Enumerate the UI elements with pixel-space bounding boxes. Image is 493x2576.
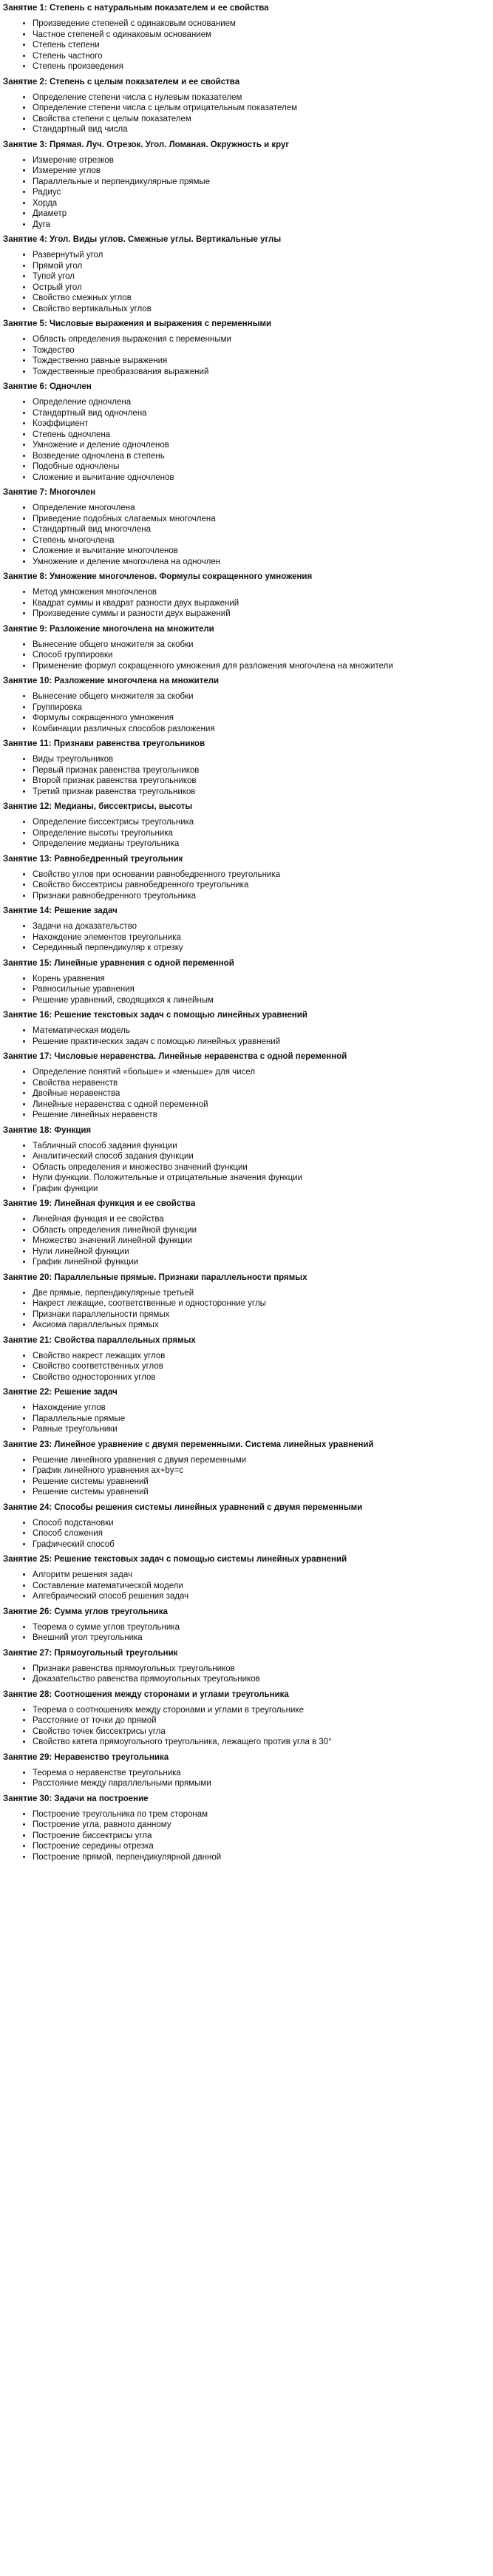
topic-item: • Произведение суммы и разности двух выражений — [33, 609, 489, 620]
lesson-section — [3, 77, 489, 135]
lesson-section — [3, 1648, 489, 1685]
topic-item: • Параллельные прямые — [33, 1414, 489, 1425]
lesson-section — [3, 1794, 489, 1863]
topic-list — [3, 1067, 489, 1121]
topic-item: • Подобные одночлены — [33, 461, 489, 472]
topic-list — [3, 1403, 489, 1435]
topic-item: • Построение угла, равного данному — [33, 1820, 489, 1831]
lesson-title: Занятие 28: Соотношения между сторонами и углами треугольника — [3, 1689, 289, 1699]
topic-item: • Возведение одночлена в степень — [33, 451, 489, 462]
lesson-section — [3, 624, 489, 672]
topic-list — [3, 334, 489, 377]
topic-item: • Первый признак равенства треугольников — [33, 765, 489, 776]
topic-item: • Свойство биссектрисы равнобедренного треугольника — [33, 880, 489, 891]
topic-item: • Графический способ — [33, 1539, 489, 1550]
topic-item: • Математическая модель — [33, 1026, 489, 1037]
topic-item: • Расстояние от точки до прямой — [33, 1715, 489, 1726]
topic-item: • Серединный перпендикуляр к отрезку — [33, 943, 489, 954]
lesson-title: Занятие 20: Параллельные прямые. Признаки параллельности прямых — [3, 1272, 307, 1282]
topic-item: • Накрест лежащие, соответственные и односторонние углы — [33, 1298, 489, 1309]
lesson-title: Занятие 13: Равнобедренный треугольник — [3, 854, 183, 864]
topic-item: • Равные треугольники — [33, 1424, 489, 1435]
topic-item: • Прямой угол — [33, 261, 489, 272]
topic-item: • Произведение степеней с одинаковым основанием — [33, 18, 489, 30]
lesson-section — [3, 801, 489, 850]
lesson-title: Занятие 23: Линейное уравнение с двумя переменными. Система линейных уравнений — [3, 1440, 374, 1449]
topic-list — [3, 92, 489, 135]
topic-item: • Область определения выражения с переменными — [33, 334, 489, 345]
lesson-section — [3, 319, 489, 377]
topic-item: • Развернутый угол — [33, 250, 489, 261]
topic-list — [3, 1664, 489, 1685]
topic-list — [3, 921, 489, 954]
topic-item: • Виды треугольников — [33, 754, 489, 765]
lesson-section — [3, 140, 489, 231]
topic-list — [3, 155, 489, 231]
topic-item: • Построение треугольника по трем сторонам — [33, 1809, 489, 1820]
lesson-title: Занятие 2: Степень с целым показателем и ее свойства — [3, 77, 240, 87]
topic-item: • Равносильные уравнения — [33, 984, 489, 995]
topic-item: • Формулы сокращенного умножения — [33, 713, 489, 724]
topic-item: • Нахождение элементов треугольника — [33, 932, 489, 943]
topic-item: • Диаметр — [33, 209, 489, 220]
topic-list — [3, 974, 489, 1006]
lesson-title: Занятие 26: Сумма углов треугольника — [3, 1607, 168, 1616]
topic-item: • Определение высоты треугольника — [33, 828, 489, 839]
topic-list — [3, 1026, 489, 1047]
topic-item: • Сложение и вычитание одночленов — [33, 472, 489, 484]
lesson-section — [3, 739, 489, 797]
topic-list — [3, 18, 489, 72]
topic-item: • Второй признак равенства треугольников — [33, 776, 489, 787]
lesson-title: Занятие 6: Одночлен — [3, 382, 92, 391]
topic-item: • Свойства степени с целым показателем — [33, 114, 489, 125]
topic-item: • Свойство смежных углов — [33, 293, 489, 304]
topic-list — [3, 870, 489, 902]
topic-item: • Стандартный вид числа — [33, 124, 489, 135]
topic-item: • Третий признак равенства треугольников — [33, 787, 489, 798]
lesson-section — [3, 1051, 489, 1121]
topic-item: • Сложение и вычитание многочленов — [33, 546, 489, 557]
lesson-section — [3, 906, 489, 954]
topic-item: • Тождественные преобразования выражений — [33, 367, 489, 378]
topic-item: • Решение линейных неравенств — [33, 1110, 489, 1121]
topic-item: • Область определения линейной функции — [33, 1225, 489, 1236]
topic-item: • Определение степени числа с нулевым показателем — [33, 92, 489, 104]
topic-list — [3, 1570, 489, 1602]
topic-item: • Дуга — [33, 220, 489, 231]
topic-item: • Измерение углов — [33, 166, 489, 177]
topic-item: • Алгебраический способ решения задач — [33, 1591, 489, 1602]
topic-item: • Вынесение общего множителя за скобки — [33, 640, 489, 651]
topic-item: • Множество значений линейной функции — [33, 1236, 489, 1247]
lesson-section — [3, 958, 489, 1006]
lesson-title: Занятие 29: Неравенство треугольника — [3, 1752, 169, 1762]
topic-item: • Аксиома параллельных прямых — [33, 1320, 489, 1331]
topic-item: • Задачи на доказательство — [33, 921, 489, 932]
lesson-title: Занятие 10: Разложение многочлена на множители — [3, 677, 220, 685]
topic-item: • Свойства неравенств — [33, 1078, 489, 1089]
topic-item: • Коэффициент — [33, 418, 489, 430]
topic-item: • Тождество — [33, 345, 489, 356]
topic-list — [3, 1809, 489, 1863]
lesson-title: Занятие 15: Линейные уравнения с одной переменной — [3, 958, 234, 968]
topic-item: • Способ подстановки — [33, 1518, 489, 1529]
lesson-title: Занятие 16: Решение текстовых задач с помощью линейных уравнений — [3, 1011, 307, 1020]
topic-list — [3, 1214, 489, 1268]
lesson-title: Занятие 19: Линейная функция и ее свойства — [3, 1199, 196, 1208]
topic-item: • Степень частного — [33, 51, 489, 62]
topic-list — [3, 640, 489, 672]
topic-item: • Стандартный вид многочлена — [33, 524, 489, 535]
topic-item: • Умножение и деление одночленов — [33, 440, 489, 451]
topic-item: • Построение середины отрезка — [33, 1841, 489, 1852]
topic-item: • Метод умножения многочленов — [33, 587, 489, 598]
lesson-title: Занятие 3: Прямая. Луч. Отрезок. Угол. Ломаная. Окружность и круг — [3, 140, 290, 149]
topic-item: • Свойство точек биссектрисы угла — [33, 1726, 489, 1738]
topic-item: • Табличный способ задания функции — [33, 1141, 489, 1152]
lesson-title: Занятие 24: Способы решения системы линейных уравнений с двумя переменными — [3, 1502, 363, 1512]
topic-item: • Признаки равенства прямоугольных треугольников — [33, 1664, 489, 1675]
lesson-title: Занятие 7: Многочлен — [3, 488, 96, 497]
topic-item: • Хорда — [33, 198, 489, 209]
topic-item: • Приведение подобных слагаемых многочлена — [33, 514, 489, 525]
lesson-title: Занятие 4: Угол. Виды углов. Смежные углы. Вертикальные углы — [3, 235, 282, 244]
topic-item: • Решение практических задач с помощью линейных уравнений — [33, 1037, 489, 1048]
lesson-section — [3, 1752, 489, 1789]
topic-item: • Определение понятий «больше» и «меньше» для чисел — [33, 1067, 489, 1078]
topic-item: • Составление математической модели — [33, 1581, 489, 1592]
topic-list — [3, 250, 489, 314]
lesson-title: Занятие 9: Разложение многочлена на множители — [3, 624, 214, 634]
topic-item: • Частное степеней с одинаковым основанием — [33, 30, 489, 41]
lesson-title: Занятие 22: Решение задач — [3, 1388, 118, 1397]
topic-item: • Нули линейной функции — [33, 1247, 489, 1258]
topic-list — [3, 817, 489, 850]
topic-item: • Линейная функция и ее свойства — [33, 1214, 489, 1225]
topic-item: • Признаки параллельности прямых — [33, 1309, 489, 1321]
topic-item: • Комбинации различных способов разложения — [33, 724, 489, 735]
lesson-title: Занятие 30: Задачи на построение — [3, 1794, 149, 1803]
lesson-section — [3, 1440, 489, 1498]
topic-item: • Теорема о сумме углов треугольника — [33, 1622, 489, 1633]
topic-item: • Степень многочлена — [33, 535, 489, 546]
topic-list — [3, 587, 489, 620]
topic-item: • Параллельные и перпендикулярные прямые — [33, 177, 489, 188]
topic-item: • Группировка — [33, 702, 489, 714]
lesson-section — [3, 676, 489, 734]
topic-item: • Доказательство равенства прямоугольных треугольников — [33, 1674, 489, 1685]
topic-item: • Линейные неравенства с одной переменной — [33, 1099, 489, 1111]
topic-item: • Нахождение углов — [33, 1403, 489, 1414]
lesson-title: Занятие 14: Решение задач — [3, 906, 118, 915]
topic-item: • Две прямые, перпендикулярные третьей — [33, 1288, 489, 1299]
lesson-section — [3, 1554, 489, 1602]
topic-item: • Свойство углов при основании равнобедренного треугольника — [33, 870, 489, 881]
topic-item: • Тождественно равные выражения — [33, 356, 489, 367]
topic-item: • Степень степени — [33, 40, 489, 51]
topic-item: • График функции — [33, 1184, 489, 1195]
lesson-section — [3, 1199, 489, 1268]
topic-list — [3, 1141, 489, 1195]
topic-item: • Свойство односторонних углов — [33, 1372, 489, 1383]
topic-item: • Свойство соответственных углов — [33, 1361, 489, 1372]
lesson-section — [3, 572, 489, 620]
topic-item: • Степень одночлена — [33, 430, 489, 441]
topic-item: • Двойные неравенства — [33, 1088, 489, 1099]
topic-list — [3, 1455, 489, 1498]
lesson-title: Занятие 12: Медианы, биссектрисы, высоты — [3, 802, 193, 811]
topic-item: • Радиус — [33, 187, 489, 198]
lesson-title: Занятие 27: Прямоугольный треугольник — [3, 1648, 178, 1658]
lesson-section — [3, 1010, 489, 1047]
topic-list — [3, 1518, 489, 1550]
topic-item: • График линейной функции — [33, 1257, 489, 1268]
topic-item: • Теорема о соотношениях между сторонами и углами в треугольнике — [33, 1705, 489, 1716]
topic-list — [3, 691, 489, 734]
topic-list — [3, 1622, 489, 1644]
topic-item: • Признаки равнобедренного треугольника — [33, 891, 489, 902]
topic-list — [3, 1351, 489, 1383]
lesson-title: Занятие 1: Степень с натуральным показателем и ее свойства — [3, 4, 269, 13]
lesson-section — [3, 1387, 489, 1435]
topic-item: • Решение системы уравнений — [33, 1477, 489, 1488]
topic-item: • Решение системы уравнений — [33, 1487, 489, 1498]
topic-item: • Определение одночлена — [33, 397, 489, 408]
lesson-section — [3, 1272, 489, 1331]
topic-item: • Аналитический способ задания функции — [33, 1151, 489, 1162]
lesson-title: Занятие 25: Решение текстовых задач с помощью системы линейных уравнений — [3, 1555, 347, 1564]
topic-item: • Квадрат суммы и квадрат разности двух выражений — [33, 598, 489, 609]
topic-item: • Определение степени числа с целым отрицательным показателем — [33, 103, 489, 114]
topic-item: • Умножение и деление многочлена на одночлен — [33, 557, 489, 568]
topic-item: • Область определения и множество значений функции — [33, 1162, 489, 1173]
lesson-section — [3, 1502, 489, 1550]
lesson-section — [3, 1689, 489, 1748]
lesson-section — [3, 3, 489, 72]
lesson-section — [3, 854, 489, 902]
lesson-title: Занятие 21: Свойства параллельных прямых — [3, 1335, 196, 1345]
lesson-section — [3, 1335, 489, 1383]
topic-item: • Решение уравнений, сводящихся к линейным — [33, 995, 489, 1006]
topic-list — [3, 1288, 489, 1331]
topic-item: • Определение биссектрисы треугольника — [33, 817, 489, 828]
topic-item: • Тупой угол — [33, 271, 489, 282]
topic-item: • Алгоритм решения задач — [33, 1570, 489, 1581]
topic-list — [3, 1705, 489, 1748]
topic-item: • Вынесение общего множителя за скобки — [33, 691, 489, 702]
topic-item: • Стандартный вид одночлена — [33, 408, 489, 419]
topic-item: • Острый угол — [33, 282, 489, 294]
topic-item: • Способ сложения — [33, 1528, 489, 1539]
topic-item: • Расстояние между параллельными прямыми — [33, 1778, 489, 1789]
lesson-title: Занятие 11: Признаки равенства треугольников — [3, 739, 205, 748]
lesson-section — [3, 1125, 489, 1195]
lesson-title: Занятие 17: Числовые неравенства. Линейные неравенства с одной переменной — [3, 1052, 347, 1061]
topic-item: • Определение многочлена — [33, 503, 489, 514]
topic-item: • Свойство накрест лежащих углов — [33, 1351, 489, 1362]
topic-list — [3, 754, 489, 797]
topic-item: • Свойство катета прямоугольного треугольника, лежащего против угла в 30° — [33, 1737, 489, 1748]
topic-item: • Теорема о неравенстве треугольника — [33, 1768, 489, 1779]
topic-list — [3, 397, 489, 483]
lesson-section — [3, 382, 489, 483]
topic-item: • Построение биссектрисы угла — [33, 1831, 489, 1842]
topic-list — [3, 1768, 489, 1789]
lesson-title: Занятие 5: Числовые выражения и выражения с переменными — [3, 319, 272, 328]
topic-item: • Свойство вертикальных углов — [33, 304, 489, 315]
topic-item: • Степень произведения — [33, 61, 489, 72]
lesson-title: Занятие 18: Функция — [3, 1125, 92, 1135]
topic-item: • Решение линейного уравнения с двумя переменными — [33, 1455, 489, 1466]
topic-item: • Измерение отрезков — [33, 155, 489, 166]
topic-item: • График линейного уравнения ax+by=c — [33, 1465, 489, 1477]
lesson-section — [3, 487, 489, 567]
topic-item: • Определение медианы треугольника — [33, 838, 489, 850]
topic-item: • Применение формул сокращенного умножения для разложения многочлена на множители — [33, 661, 489, 672]
topic-item: • Способ группировки — [33, 650, 489, 661]
lesson-section — [3, 1607, 489, 1644]
topic-item: • Внешний угол треугольника — [33, 1633, 489, 1644]
topic-item: • Нули функции. Положительные и отрицательные значения функции — [33, 1173, 489, 1184]
lesson-section — [3, 234, 489, 314]
lesson-title: Занятие 8: Умножение многочленов. Формулы сокращенного умножения — [3, 572, 313, 581]
topic-item: • Построение прямой, перпендикулярной данной — [33, 1852, 489, 1863]
topic-list — [3, 503, 489, 567]
topic-item: • Корень уравнения — [33, 974, 489, 985]
